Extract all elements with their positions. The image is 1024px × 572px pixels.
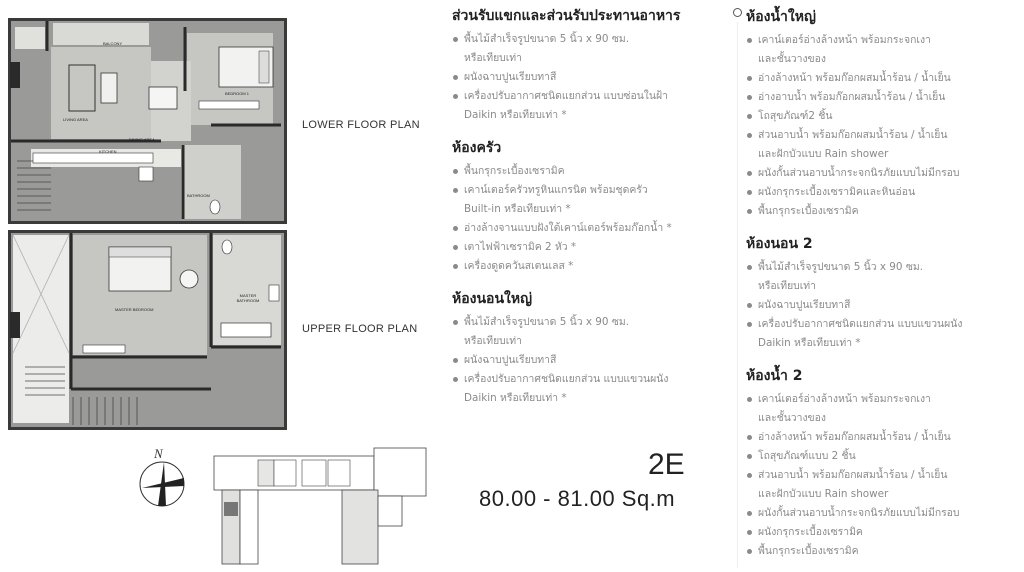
spec-list <box>746 258 962 353</box>
spec-list <box>452 313 680 408</box>
spec-section-title: ห้องนอน 2 <box>746 236 813 252</box>
decorative-circle-icon <box>733 8 742 17</box>
room-label-bedroom1: BEDROOM 1 <box>225 91 250 96</box>
spec-list <box>746 390 962 561</box>
spec-item: พื้นไม้สำเร็จรูปขนาด 5 นิ้ว x 90 ซม. <box>452 313 680 332</box>
spec-item: เคาน์เตอร์ครัวทรูหินแกรนิต พร้อมชุดครัว <box>452 181 680 200</box>
spec-item-continuation: Built-in หรือเทียบเท่า * <box>464 203 571 215</box>
spec-item-continuation: และชั้นวางของ <box>758 53 826 65</box>
spec-item: ผนังฉาบปูนเรียบทาสี <box>746 296 962 315</box>
spec-item: เคาน์เตอร์อ่างล้างหน้า พร้อมกระจกเงา <box>746 31 962 50</box>
spec-item-continuation: หรือเทียบเท่า <box>464 335 522 347</box>
upper-floor-drawing <box>11 233 284 427</box>
spec-item: ผนังกั้นส่วนอาบน้ำกระจกนิรภัยแบบไม่มีกรอบ <box>746 504 962 523</box>
spec-section-title: ห้องครัว <box>452 140 502 156</box>
spec-item: ผนังฉาบปูนเรียบทาสี <box>452 68 680 87</box>
room-label-master-bathroom: MASTER BATHROOM <box>236 293 260 303</box>
spec-item: ผนังฉาบปูนเรียบทาสี <box>452 351 680 370</box>
room-label-kitchen: KITCHEN <box>99 149 117 154</box>
spec-list <box>452 162 680 276</box>
spec-item: ผนังกั้นส่วนอาบน้ำกระจกนิรภัยแบบไม่มีกรอบ <box>746 164 962 183</box>
spec-item: โถสุขภัณฑ์แบบ 2 ชิ้น <box>746 447 962 466</box>
spec-item-continuation: และฝักบัวแบบ Rain shower <box>758 148 889 160</box>
key-plan <box>212 446 430 568</box>
spec-item-continuation: และชั้นวางของ <box>758 412 826 424</box>
spec-item: พื้นกรุกระเบื้องเซรามิค <box>746 202 962 221</box>
spec-section <box>452 288 680 408</box>
spec-column-right <box>746 6 962 561</box>
spec-item: อ่างล้างจานแบบฝังใต้เคาน์เตอร์พร้อมก๊อกน้ำ * <box>452 219 680 238</box>
spec-item: ส่วนอาบน้ำ พร้อมก๊อกผสมน้ำร้อน / น้ำเย็น <box>746 126 962 145</box>
spec-item: พื้นไม้สำเร็จรูปขนาด 5 นิ้ว x 90 ซม. <box>452 30 680 49</box>
spec-item: เครื่องปรับอากาศชนิดแยกส่วน แบบแขวนผนัง <box>746 315 962 334</box>
spec-item: โถสุขภัณฑ์2 ชิ้น <box>746 107 962 126</box>
spec-item: เครื่องดูดควันสเตนเลส * <box>452 257 680 276</box>
spec-item-continuation: และฝักบัวแบบ Rain shower <box>758 488 889 500</box>
lower-floor-label: LOWER FLOOR PLAN <box>302 119 420 131</box>
spec-list <box>452 30 680 125</box>
spec-section <box>746 233 962 353</box>
spec-item: อ่างล้างหน้า พร้อมก๊อกผสมน้ำร้อน / น้ำเย็น <box>746 69 962 88</box>
room-label-living: LIVING AREA <box>63 117 88 122</box>
spec-section-title: ห้องน้ำ 2 <box>746 368 803 384</box>
compass-rose-icon <box>134 448 190 510</box>
column-divider <box>737 22 738 568</box>
spec-item: เครื่องปรับอากาศชนิดแยกส่วน แบบซ่อนในฝ้า <box>452 87 680 106</box>
spec-section-title: ห้องน้ำใหญ่ <box>746 9 816 25</box>
spec-section-title: ห้องนอนใหญ่ <box>452 291 533 307</box>
lower-floor-drawing <box>11 21 284 221</box>
spec-item: เครื่องปรับอากาศชนิดแยกส่วน แบบแขวนผนัง <box>452 370 680 389</box>
spec-section <box>746 6 962 221</box>
spec-item: ส่วนอาบน้ำ พร้อมก๊อกผสมน้ำร้อน / น้ำเย็น <box>746 466 962 485</box>
spec-item: อ่างอาบน้ำ พร้อมก๊อกผสมน้ำร้อน / น้ำเย็น <box>746 88 962 107</box>
spec-item: พื้นกรุกระเบื้องเซรามิค <box>746 542 962 561</box>
room-label-dining: DINING AREA <box>129 137 155 142</box>
spec-section <box>452 137 680 276</box>
room-label-balcony: BALCONY <box>103 41 123 46</box>
spec-item: ผนังกรุกระเบื้องเซรามิคและหินอ่อน <box>746 183 962 202</box>
spec-list <box>746 31 962 221</box>
spec-item: ผนังกรุกระเบื้องเซรามิค <box>746 523 962 542</box>
spec-item-continuation: Daikin หรือเทียบเท่า * <box>464 109 567 121</box>
upper-floor-plan <box>8 230 287 430</box>
spec-section <box>452 5 680 125</box>
spec-item: เตาไฟฟ้าเซรามิค 2 หัว * <box>452 238 680 257</box>
room-label-master-bedroom: MASTER BEDROOM <box>115 307 154 312</box>
spec-item-continuation: Daikin หรือเทียบเท่า * <box>464 392 567 404</box>
spec-item: พื้นไม้สำเร็จรูปขนาด 5 นิ้ว x 90 ซม. <box>746 258 962 277</box>
column-mark <box>10 312 20 338</box>
unit-area: 80.00 - 81.00 Sq.m <box>479 486 676 511</box>
column-mark <box>10 62 20 88</box>
spec-item: เคาน์เตอร์อ่างล้างหน้า พร้อมกระจกเงา <box>746 390 962 409</box>
spec-item: พื้นกรุกระเบื้องเซรามิค <box>452 162 680 181</box>
unit-code: 2E <box>648 448 685 481</box>
spec-column-left <box>452 5 680 408</box>
spec-item-continuation: Daikin หรือเทียบเท่า * <box>758 337 861 349</box>
room-label-bathroom: BATHROOM <box>187 193 210 198</box>
spec-item-continuation: หรือเทียบเท่า <box>758 280 816 292</box>
spec-section <box>746 365 962 561</box>
spec-section-title: ส่วนรับแขกและส่วนรับประทานอาหาร <box>452 8 681 24</box>
spec-item-continuation: หรือเทียบเท่า <box>464 52 522 64</box>
lower-floor-plan <box>8 18 287 224</box>
compass-north-letter: N <box>154 446 163 461</box>
compass <box>134 448 190 510</box>
key-plan-drawing <box>212 446 430 568</box>
upper-floor-label: UPPER FLOOR PLAN <box>302 323 418 335</box>
spec-item: อ่างล้างหน้า พร้อมก๊อกผสมน้ำร้อน / น้ำเย็น <box>746 428 962 447</box>
